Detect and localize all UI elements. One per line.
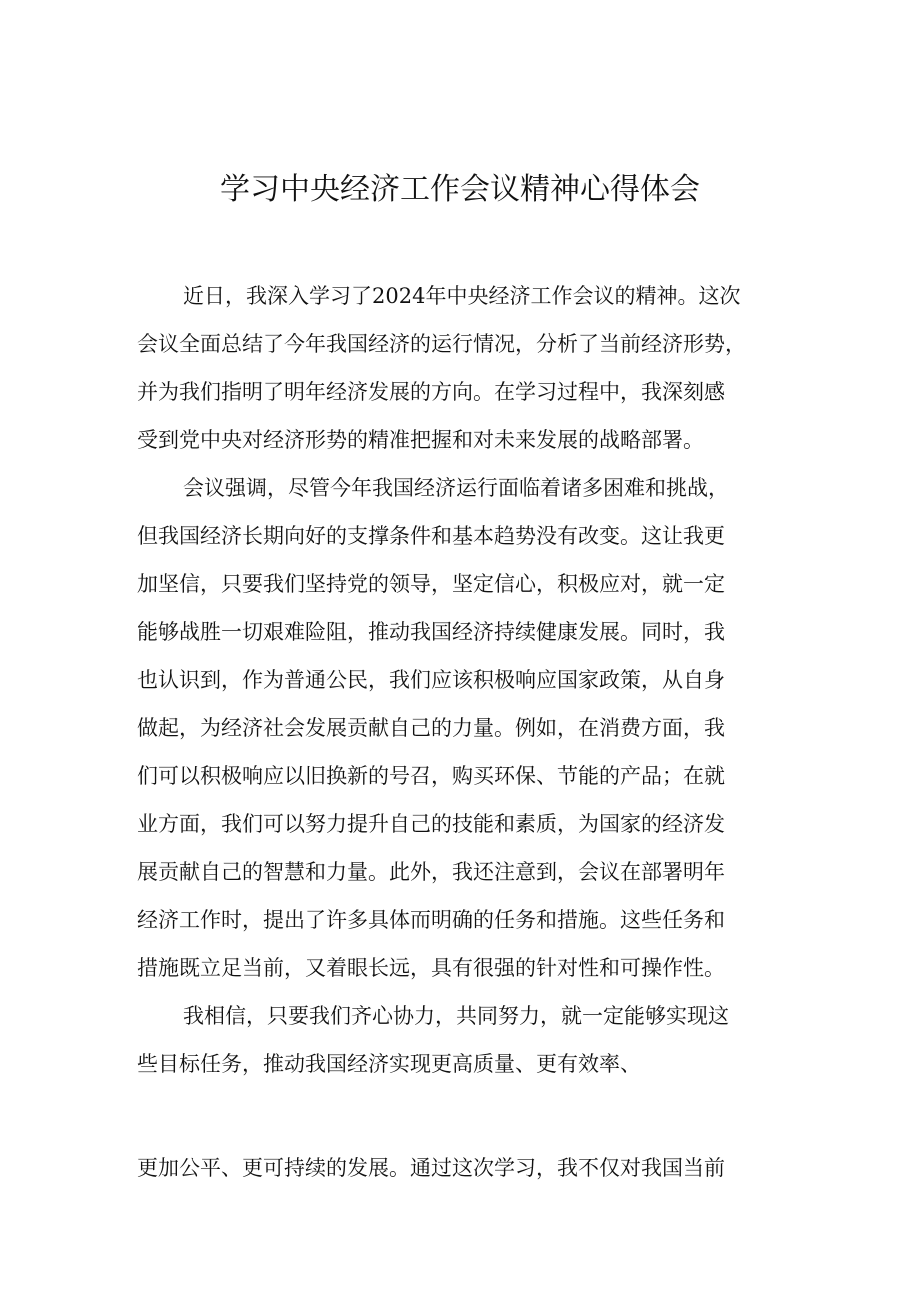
text-line: 措施既立足当前，又着眼长远，具有很强的针对性和可操作性。	[137, 956, 725, 980]
text-line: 会议强调，尽管今年我国经济运行面临着诸多困难和挑战，	[183, 476, 729, 500]
text-line: 业方面，我们可以努力提升自己的技能和素质，为国家的经济发	[137, 812, 725, 836]
text-line: 但我国经济长期向好的支撑条件和基本趋势没有改变。这让我更	[137, 524, 725, 548]
text-line: 受到党中央对经济形势的精准把握和对未来发展的战略部署。	[137, 428, 704, 452]
text-line: 也认识到，作为普通公民，我们应该积极响应国家政策，从自身	[137, 668, 725, 692]
document-title: 学习中央经济工作会议精神心得体会	[220, 172, 700, 207]
text-line: 并为我们指明了明年经济发展的方向。在学习过程中，我深刻感	[137, 380, 725, 404]
text-line: 会议全面总结了今年我国经济的运行情况，分析了当前经济形势，	[137, 332, 746, 356]
document-body	[137, 272, 797, 1192]
text-line: 加坚信，只要我们坚持党的领导，坚定信心，积极应对，就一定	[137, 572, 725, 596]
text-line: 做起，为经济社会发展贡献自己的力量。例如，在消费方面，我	[137, 716, 725, 740]
text-line: 能够战胜一切艰难险阻，推动我国经济持续健康发展。同时，我	[137, 620, 725, 644]
text-line: 近日，我深入学习了2024年中央经济工作会议的精神。这次	[183, 284, 741, 308]
text-line: 经济工作时，提出了许多具体而明确的任务和措施。这些任务和	[137, 908, 725, 932]
text-line: 展贡献自己的智慧和力量。此外，我还注意到，会议在部署明年	[137, 860, 725, 884]
text-line: 更加公平、更可持续的发展。通过这次学习，我不仅对我国当前	[137, 1156, 725, 1180]
text-line: 我相信，只要我们齐心协力，共同努力，就一定能够实现这	[183, 1004, 729, 1028]
text-line: 些目标任务，推动我国经济实现更高质量、更有效率、	[137, 1052, 641, 1076]
page-break-gap	[137, 1088, 797, 1144]
text-line: 们可以积极响应以旧换新的号召，购买环保、节能的产品；在就	[137, 764, 725, 788]
